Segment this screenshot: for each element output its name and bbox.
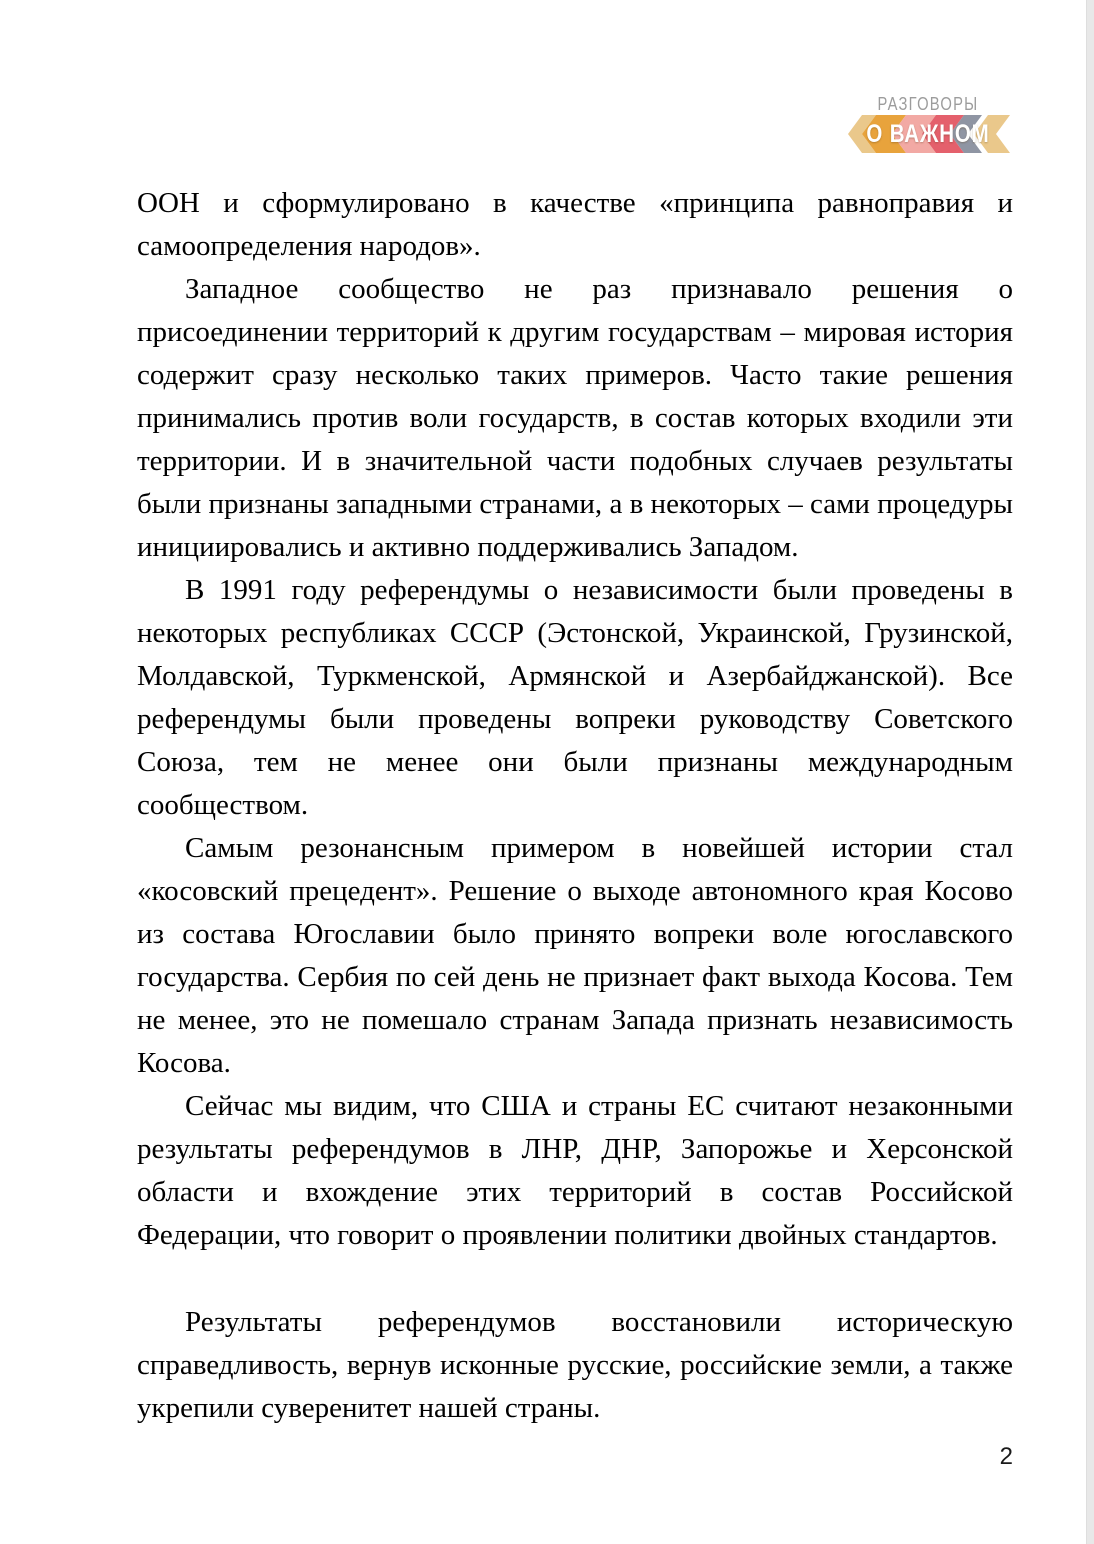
paragraph-1991-referendums: В 1991 году референдумы о независимости были проведены в некоторых республиках СССР (Эстонской, Украинской, Грузинской, Молдавской, Туркменской, Армянской и Азербайджанской). Все референдумы были проведены вопреки руководству Советского Союза, тем не менее они были признаны международным сообществом.	[137, 574, 1013, 821]
logo-title-text: РАЗГОВОРЫ	[877, 94, 979, 114]
viewer-edge-strip	[1086, 0, 1094, 1544]
paragraph-western-community: Западное сообщество не раз признавало решения о присоединении территорий к другим государствам – мировая история содержит сразу несколько таких примеров. Часто такие решения принимались против воли государств, в состав которых входили эти территории. И в значительной части подобных случаев результаты были признаны западными странами, а в некоторых – сами процедуры инициировались и активно поддерживались Западом.	[137, 273, 1013, 563]
logo-subtitle-text: О ВАЖНОМ	[866, 120, 990, 148]
paragraph-continuation: ООН и сформулировано в качестве «принципа равноправия и самоопределения народов».	[137, 187, 1013, 262]
paragraph-results: Результаты референдумов восстановили историческую справедливость, вернув исконные русские, российские земли, а также укрепили суверенитет нашей страны.	[137, 1306, 1013, 1424]
razgovory-o-vazhnom-logo	[846, 94, 1010, 156]
page-number: 2	[999, 1443, 1013, 1470]
paragraph-usa-eu: Сейчас мы видим, что США и страны ЕС считают незаконными результаты референдумов в ЛНР, ДНР, Запорожье и Херсонской области и вхождение этих территорий в состав Российской Федерации, что говорит о проявлении политики двойных стандартов.	[137, 1090, 1013, 1251]
paragraph-kosovo-precedent: Самым резонансным примером в новейшей истории стал «косовский прецедент». Решение о выходе автономного края Косово из состава Югославии было принято вопреки воле югославского государства. Сербия по сей день не признает факт выхода Косова. Тем не менее, это не помешало странам Запада признать независимость Косова.	[137, 832, 1013, 1079]
document-body	[137, 182, 1013, 1430]
